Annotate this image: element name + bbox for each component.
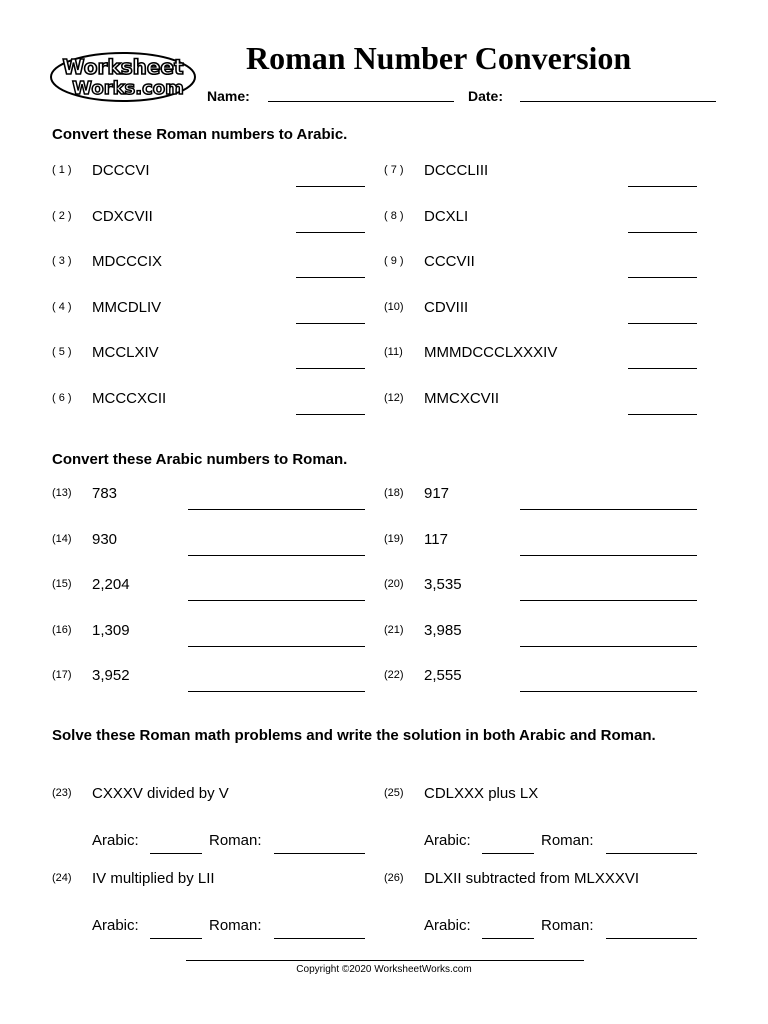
arabic-label: Arabic: xyxy=(92,917,139,934)
list-item xyxy=(52,253,372,283)
roman-value: MMCDLIV xyxy=(92,298,162,316)
section3-title: Solve these Roman math problems and write the solution in both Arabic and Roman. xyxy=(52,727,656,744)
list-item xyxy=(384,576,704,606)
arabic-label: Arabic: xyxy=(424,917,471,934)
list-item xyxy=(52,390,372,420)
problem-number: (17) xyxy=(52,669,72,682)
name-field-line[interactable] xyxy=(268,101,454,102)
answer-line[interactable] xyxy=(296,186,365,187)
roman-answer-line[interactable] xyxy=(606,853,697,854)
list-item xyxy=(384,208,704,238)
arabic-value: 930 xyxy=(92,530,118,548)
list-item xyxy=(384,622,704,652)
list-item xyxy=(52,622,372,652)
problem-number: (11) xyxy=(384,346,403,359)
name-label: Name: xyxy=(207,88,250,104)
roman-label: Roman: xyxy=(541,917,594,934)
arabic-value: 3,985 xyxy=(424,621,462,639)
problem-number: (19) xyxy=(384,532,404,545)
roman-value: MMCXCVII xyxy=(424,390,499,407)
list-item xyxy=(384,531,704,561)
math-problem xyxy=(384,785,704,865)
answer-line[interactable] xyxy=(296,232,365,233)
problem-number: ( 3 ) xyxy=(52,255,72,268)
math-problem xyxy=(52,870,372,950)
arabic-answer-line[interactable] xyxy=(150,853,202,854)
list-item xyxy=(52,531,372,561)
list-item xyxy=(384,667,704,697)
list-item xyxy=(52,299,372,329)
arabic-value: 117 xyxy=(424,530,448,548)
copyright-text: Copyright ©2020 WorksheetWorks.com xyxy=(296,964,472,975)
answer-line[interactable] xyxy=(188,600,365,601)
answer-line[interactable] xyxy=(188,691,365,692)
section2-title: Convert these Arabic numbers to Roman. xyxy=(52,451,348,468)
logo-line1: Worksheet xyxy=(62,55,184,79)
answer-line[interactable] xyxy=(296,414,365,415)
roman-value: CDVIII xyxy=(424,298,469,316)
roman-value: MDCCCIX xyxy=(92,253,162,271)
logo-line2: Works.com xyxy=(72,78,184,99)
problem-number: (22) xyxy=(384,669,404,682)
math-problem xyxy=(52,785,372,865)
list-item xyxy=(384,390,704,420)
answer-line[interactable] xyxy=(628,414,697,415)
list-item xyxy=(52,162,372,192)
list-item xyxy=(52,667,372,697)
list-item xyxy=(52,208,372,238)
problem-number: (13) xyxy=(52,487,72,499)
arabic-value: 917 xyxy=(424,485,450,502)
list-item xyxy=(384,485,704,515)
list-item xyxy=(384,344,704,374)
arabic-label: Arabic: xyxy=(424,832,471,849)
problem-number: (10) xyxy=(384,300,404,313)
answer-line[interactable] xyxy=(628,232,697,233)
answer-line[interactable] xyxy=(628,277,697,278)
roman-label: Roman: xyxy=(541,832,594,849)
answer-line[interactable] xyxy=(520,555,697,556)
answer-line[interactable] xyxy=(628,186,697,187)
problem-number: (18) xyxy=(384,487,404,499)
list-item xyxy=(384,299,704,329)
arabic-answer-line[interactable] xyxy=(482,853,534,854)
list-item xyxy=(384,253,704,283)
problem-text: CXXXV divided by V xyxy=(92,785,229,802)
answer-line[interactable] xyxy=(296,323,365,324)
answer-line[interactable] xyxy=(520,509,697,510)
roman-value: CCCVII xyxy=(424,253,475,271)
worksheetworks-logo xyxy=(50,52,196,102)
problem-number: ( 8 ) xyxy=(384,209,404,222)
answer-line[interactable] xyxy=(296,368,365,369)
list-item xyxy=(52,485,372,515)
list-item xyxy=(384,162,704,192)
roman-value: MCCLXIV xyxy=(92,344,159,362)
arabic-value: 2,204 xyxy=(92,576,130,594)
problem-number: (23) xyxy=(52,787,72,799)
answer-line[interactable] xyxy=(188,509,365,510)
arabic-value: 783 xyxy=(92,485,118,502)
roman-answer-line[interactable] xyxy=(274,853,365,854)
problem-number: ( 1 ) xyxy=(52,164,72,176)
page-title: Roman Number Conversion xyxy=(246,40,632,76)
problem-number: (26) xyxy=(384,872,404,884)
problem-number: ( 4 ) xyxy=(52,300,72,313)
footer-divider xyxy=(186,960,584,961)
problem-number: (14) xyxy=(52,532,72,545)
problem-number: (15) xyxy=(52,578,72,591)
answer-line[interactable] xyxy=(520,691,697,692)
problem-text: IV multiplied by LII xyxy=(92,870,215,887)
roman-answer-line[interactable] xyxy=(274,938,365,939)
arabic-value: 3,535 xyxy=(424,576,462,594)
roman-value: MMMDCCCLXXXIV xyxy=(424,344,558,362)
problem-number: (25) xyxy=(384,787,404,799)
roman-value: DCCCVI xyxy=(92,162,150,179)
roman-value: MCCCXCII xyxy=(92,390,167,407)
problem-number: (16) xyxy=(52,623,72,636)
problem-number: ( 2 ) xyxy=(52,209,72,222)
problem-number: ( 7 ) xyxy=(384,164,404,176)
answer-line[interactable] xyxy=(296,277,365,278)
problem-number: ( 9 ) xyxy=(384,255,404,268)
arabic-answer-line[interactable] xyxy=(150,938,202,939)
arabic-label: Arabic: xyxy=(92,832,139,849)
roman-answer-line[interactable] xyxy=(606,938,697,939)
answer-line[interactable] xyxy=(628,323,697,324)
roman-value: CDXCVII xyxy=(92,207,153,225)
problem-number: (21) xyxy=(384,623,404,636)
list-item xyxy=(52,344,372,374)
answer-line[interactable] xyxy=(520,600,697,601)
arabic-value: 3,952 xyxy=(92,667,130,685)
problem-number: (24) xyxy=(52,872,72,884)
roman-value: DCXLI xyxy=(424,207,469,225)
arabic-answer-line[interactable] xyxy=(482,938,534,939)
answer-line[interactable] xyxy=(628,368,697,369)
answer-line[interactable] xyxy=(188,646,365,647)
problem-number: ( 6 ) xyxy=(52,392,72,404)
problem-number: (20) xyxy=(384,578,404,591)
answer-line[interactable] xyxy=(188,555,365,556)
problem-text: DLXII subtracted from MLXXXVI xyxy=(424,870,640,887)
arabic-value: 2,555 xyxy=(424,667,462,685)
roman-value: DCCCLIII xyxy=(424,162,489,179)
answer-line[interactable] xyxy=(520,646,697,647)
math-problem xyxy=(384,870,704,950)
problem-number: (12) xyxy=(384,392,404,404)
roman-label: Roman: xyxy=(209,917,262,934)
date-field-line[interactable] xyxy=(520,101,716,102)
date-label: Date: xyxy=(468,88,504,104)
section1-title: Convert these Roman numbers to Arabic. xyxy=(52,126,348,143)
list-item xyxy=(52,576,372,606)
problem-number: ( 5 ) xyxy=(52,346,72,359)
roman-label: Roman: xyxy=(209,832,262,849)
arabic-value: 1,309 xyxy=(92,621,130,639)
problem-text: CDLXXX plus LX xyxy=(424,785,539,802)
